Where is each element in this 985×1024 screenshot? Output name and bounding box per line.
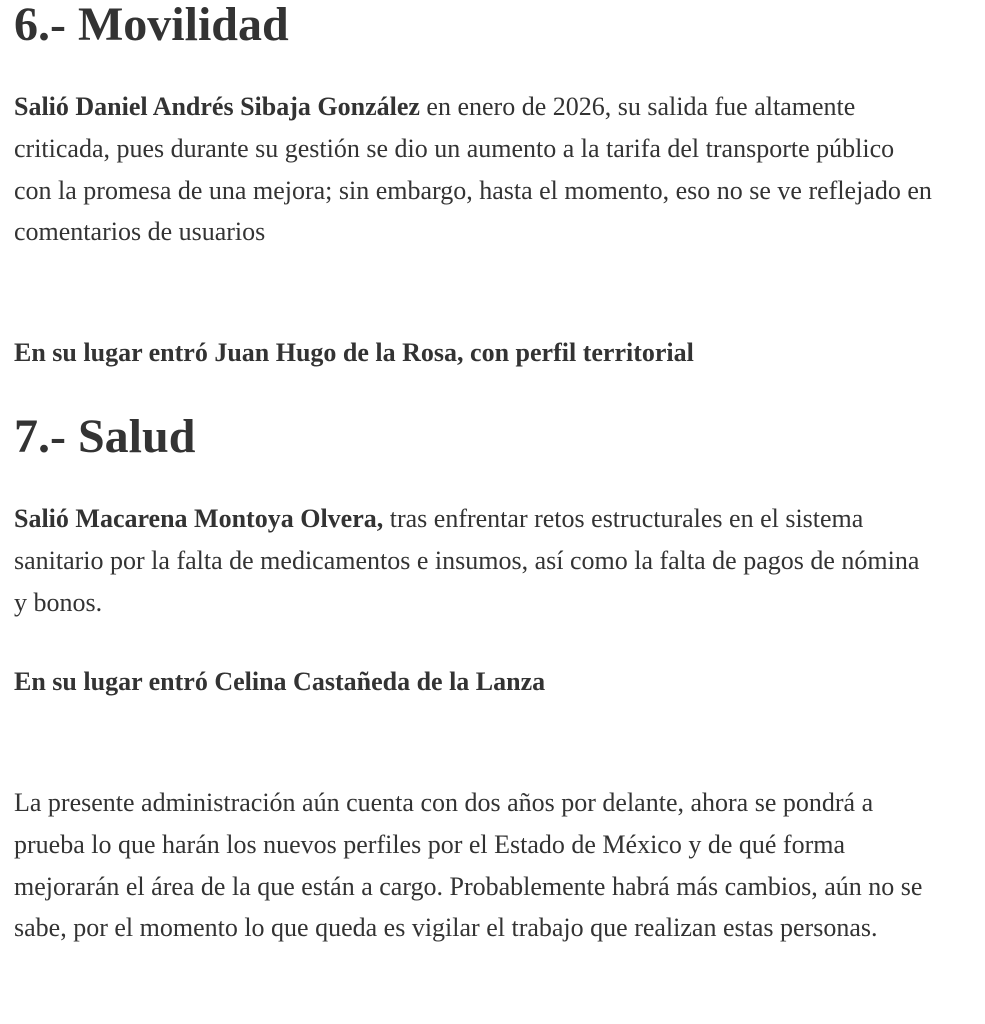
empty-paragraph-spacer	[14, 741, 934, 783]
paragraph-salud-entrada	[14, 661, 934, 703]
incoming-official-statement-movilidad: En su lugar entró Juan Hugo de la Rosa, con perfil territorial	[14, 338, 694, 368]
outgoing-official-name-movilidad: Salió Daniel Andrés Sibaja González	[14, 92, 420, 122]
empty-paragraph-spacer	[14, 291, 934, 333]
paragraph-salud-salida-text: tras enfrentar retos estructurales en el sistema sanitario por la falta de medicamentos e insumos, así como la falta de pagos de nómina y bonos.	[14, 504, 920, 617]
paragraph-movilidad-entrada	[14, 332, 934, 374]
incoming-official-statement-salud: En su lugar entró Celina Castañeda de la Lanza	[14, 667, 546, 697]
closing-paragraph: La presente administración aún cuenta con dos años por delante, ahora se pondrá a prueba lo que harán los nuevos perfiles por el Estado de México y de qué forma mejorarán el área de la que están a cargo. Probablemente habrá más cambios, aún no se sabe, por el momento lo que queda es vigilar el trabajo que realizan estas personas.	[14, 788, 923, 943]
paragraph-salud-salida	[14, 498, 934, 623]
paragraph-movilidad-salida	[14, 86, 934, 252]
paragraph-movilidad-salida-text: en enero de 2026, su salida fue altamente criticada, pues durante su gestión se dio un aumento a la tarifa del transporte público con la promesa de una mejora; sin embargo, hasta el momento, eso no se ve reflejado en comentarios de usuarios	[14, 92, 932, 247]
section-heading-salud: 7.- Salud	[14, 409, 196, 463]
section-heading-movilidad: 6.- Movilidad	[14, 0, 289, 51]
outgoing-official-name-salud: Salió Macarena Montoya Olvera,	[14, 504, 384, 534]
